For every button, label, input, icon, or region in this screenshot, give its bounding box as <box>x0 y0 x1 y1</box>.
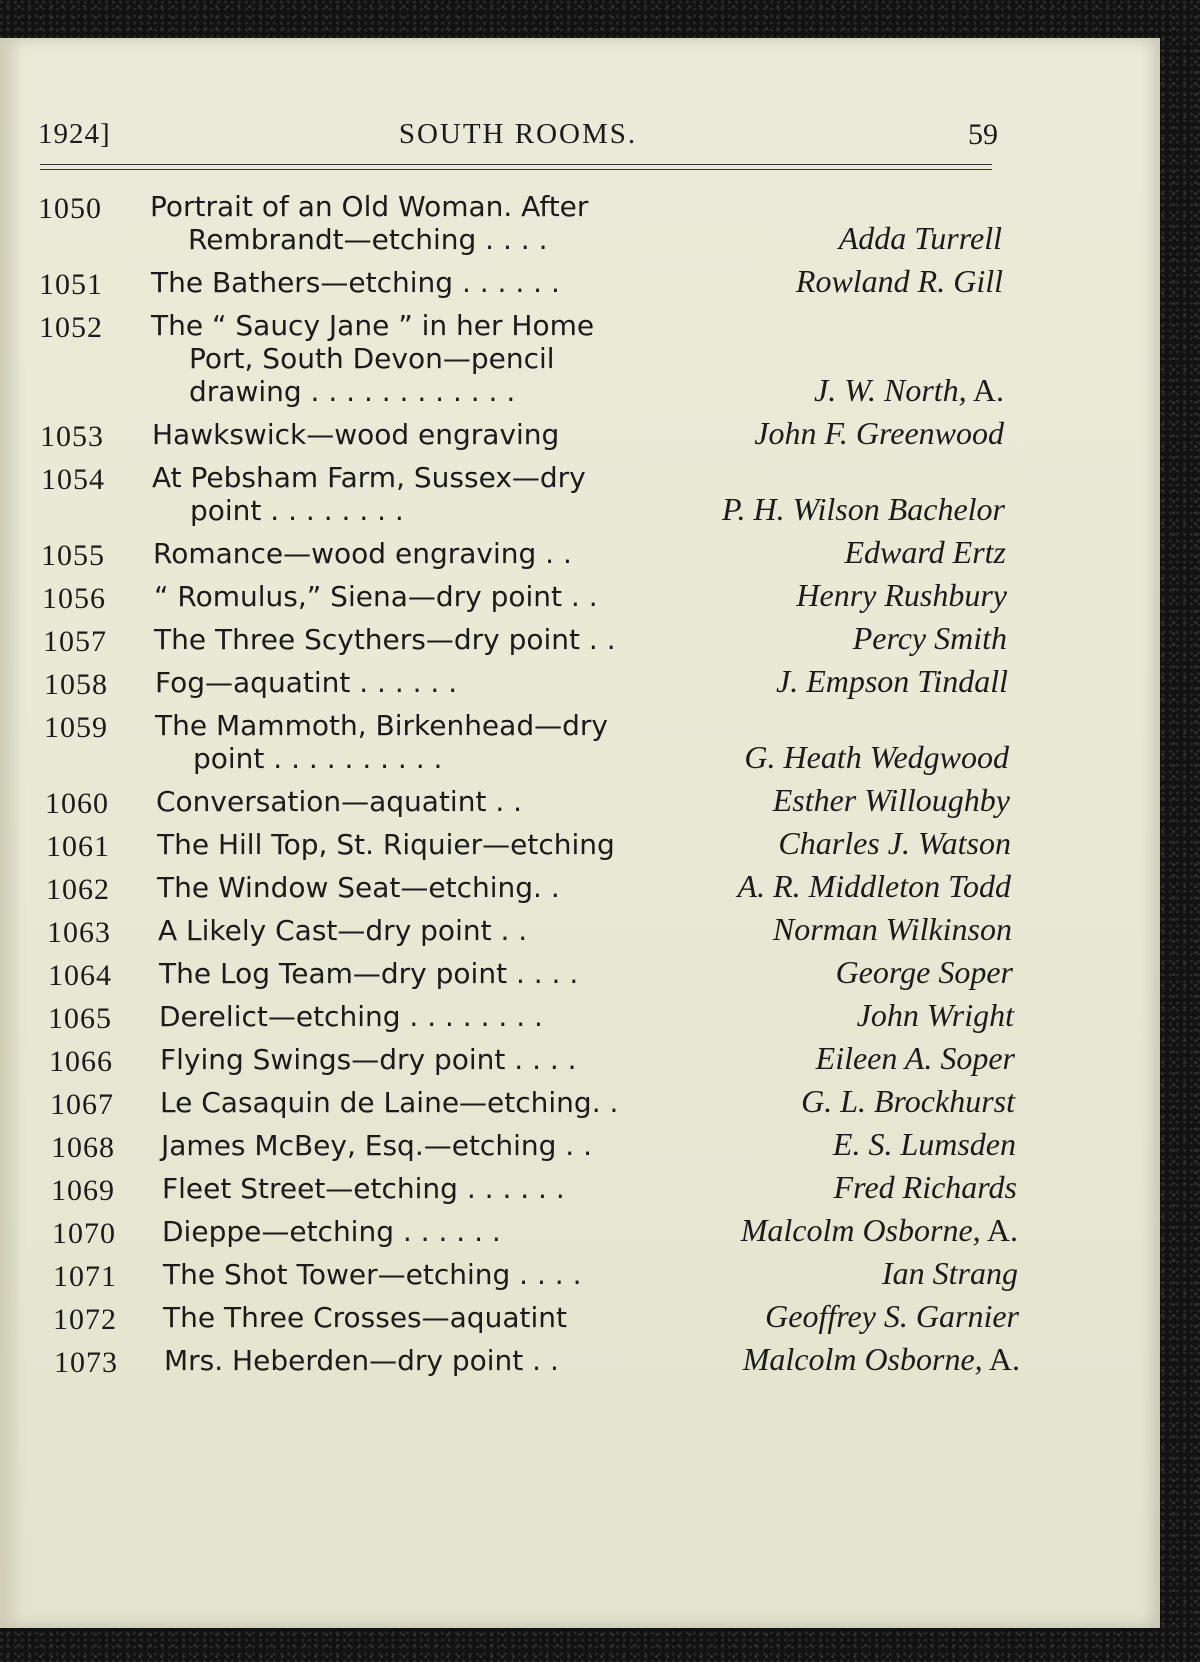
entry-title <box>154 623 1160 656</box>
entry-title-line: The Three Scythers—dry point . . <box>154 623 616 656</box>
entry-title-line: The “ Saucy Jane ” in her Home <box>151 309 595 342</box>
entry-title-continuation: point . . . . . . . . <box>190 494 404 527</box>
entry-title-line: James McBey, Esq.—etching . . <box>161 1129 592 1162</box>
entry-artist <box>765 1300 1019 1333</box>
artist-name: George Soper <box>835 954 1013 990</box>
artist-name: J. W. North, <box>814 372 967 408</box>
artist-name: A. R. Middleton Todd <box>737 868 1011 904</box>
entry-artist <box>857 999 1014 1032</box>
header-year: 1924] <box>38 118 111 150</box>
entry-artist <box>776 665 1008 698</box>
entry-number: 1069 <box>51 1174 115 1207</box>
entry-artist <box>882 1257 1018 1290</box>
entry-artist <box>743 1343 1020 1376</box>
entry-artist <box>778 827 1011 860</box>
catalogue-entry <box>0 868 1160 906</box>
artist-name: Esther Willoughby <box>772 782 1010 818</box>
catalogue-entry <box>0 534 1160 572</box>
entry-number: 1061 <box>46 830 110 863</box>
entry-title-line: Romance—wood engraving . . <box>153 537 572 570</box>
entry-number: 1071 <box>53 1260 117 1293</box>
catalogue-entry <box>0 782 1160 820</box>
entry-number: 1067 <box>50 1088 114 1121</box>
entry-title-line: The Window Seat—etching. . <box>157 871 560 904</box>
catalogue-entry <box>0 1298 1160 1336</box>
catalogue-page <box>0 38 1160 1628</box>
catalogue-entry <box>0 1169 1160 1207</box>
catalogue-entries <box>0 190 1160 1387</box>
entry-artist <box>796 579 1007 612</box>
catalogue-entry <box>0 997 1160 1035</box>
entry-number: 1051 <box>39 268 103 301</box>
entry-number: 1062 <box>46 873 110 906</box>
entry-artist <box>773 784 1010 817</box>
running-head <box>38 118 998 162</box>
entry-title-continuation: Port, South Devon—pencil <box>189 342 555 375</box>
entry-title-line: The Mammoth, Birkenhead—dry <box>155 709 608 742</box>
entry-title-line: Le Casaquin de Laine—etching. . <box>160 1086 619 1119</box>
entry-number: 1059 <box>44 711 108 744</box>
catalogue-entry <box>0 911 1160 949</box>
entry-artist <box>816 1042 1015 1075</box>
artist-name: Rowland R. Gill <box>795 263 1003 299</box>
entry-number: 1054 <box>41 463 105 496</box>
entry-artist <box>801 1085 1015 1118</box>
entry-number: 1052 <box>39 311 103 344</box>
entry-number: 1058 <box>44 668 108 701</box>
entry-number: 1057 <box>43 625 107 658</box>
entry-artist <box>834 1171 1017 1204</box>
entry-title-line: Mrs. Heberden—dry point . . <box>164 1344 559 1377</box>
entry-title-line: The Bathers—etching . . . . . . <box>151 266 560 299</box>
catalogue-entry <box>0 1040 1160 1078</box>
catalogue-entry <box>0 1083 1160 1121</box>
entry-artist <box>836 956 1013 989</box>
entry-title-line: Hawkswick—wood engraving <box>152 418 560 451</box>
page-number: 59 <box>968 118 998 151</box>
artist-name: G. L. Brockhurst <box>801 1083 1015 1119</box>
entry-number: 1056 <box>42 582 106 615</box>
header-rule-bottom <box>40 169 992 170</box>
entry-title-line: The Shot Tower—etching . . . . <box>163 1258 582 1291</box>
entry-artist <box>744 741 1009 774</box>
entry-title-line: The Three Crosses—aquatint <box>163 1301 567 1334</box>
entry-title <box>155 709 1160 775</box>
entry-number: 1066 <box>49 1045 113 1078</box>
artist-name: J. Empson Tindall <box>775 663 1008 699</box>
header-rule-top <box>40 164 992 165</box>
catalogue-entry <box>0 309 1160 408</box>
artist-suffix: A. <box>980 1212 1018 1248</box>
catalogue-entry <box>0 1126 1160 1164</box>
entry-title-line: The Log Team—dry point . . . . <box>159 957 579 990</box>
artist-name: John F. Greenwood <box>754 415 1004 451</box>
catalogue-entry <box>0 577 1160 615</box>
entry-title <box>151 266 1160 299</box>
entry-number: 1068 <box>51 1131 115 1164</box>
artist-suffix: A. <box>966 372 1004 408</box>
entry-title-line: Fleet Street—etching . . . . . . <box>162 1172 565 1205</box>
artist-name: Geoffrey S. Garnier <box>765 1298 1019 1334</box>
catalogue-entry <box>0 620 1160 658</box>
entry-number: 1050 <box>38 192 102 225</box>
entry-title-continuation: point . . . . . . . . . . <box>193 742 443 775</box>
entry-number: 1055 <box>41 539 105 572</box>
entry-artist <box>796 265 1003 298</box>
catalogue-entry <box>0 663 1160 701</box>
entry-title <box>150 190 1160 256</box>
entry-artist <box>814 374 1004 407</box>
entry-number: 1060 <box>45 787 109 820</box>
artist-name: E. S. Lumsden <box>832 1126 1016 1162</box>
catalogue-entry <box>0 709 1160 775</box>
artist-name: Fred Richards <box>833 1169 1017 1205</box>
artist-name: Eileen A. Soper <box>815 1040 1015 1076</box>
artist-name: Percy Smith <box>852 620 1007 656</box>
entry-title-line: A Likely Cast—dry point . . <box>158 914 528 947</box>
entry-title <box>155 666 1160 699</box>
artist-name: Norman Wilkinson <box>772 911 1012 947</box>
artist-name: John Wright <box>856 997 1014 1033</box>
entry-number: 1073 <box>54 1346 118 1379</box>
entry-title-continuation: drawing . . . . . . . . . . . . <box>189 375 516 408</box>
page-title: SOUTH ROOMS. <box>398 118 638 150</box>
entry-title-continuation: Rembrandt—etching . . . . <box>188 223 548 256</box>
entry-title-line: Conversation—aquatint . . <box>156 785 523 818</box>
entry-number: 1072 <box>53 1303 117 1336</box>
entry-title-line: Dieppe—etching . . . . . . <box>162 1215 501 1248</box>
entry-artist <box>839 222 1002 255</box>
artist-name: Edward Ertz <box>844 534 1006 570</box>
artist-name: Ian Strang <box>882 1255 1018 1291</box>
artist-name: Malcolm Osborne, <box>742 1341 983 1377</box>
entry-artist <box>833 1128 1016 1161</box>
entry-title <box>152 418 1160 451</box>
entry-number: 1053 <box>40 420 104 453</box>
catalogue-entry <box>0 954 1160 992</box>
catalogue-entry <box>0 825 1160 863</box>
entry-title-line: Flying Swings—dry point . . . . <box>160 1043 577 1076</box>
entry-title-line: The Hill Top, St. Riquier—etching <box>157 828 615 861</box>
artist-name: G. Heath Wedgwood <box>744 739 1009 775</box>
entry-artist <box>853 622 1007 655</box>
catalogue-entry <box>0 461 1160 527</box>
entry-number: 1065 <box>48 1002 112 1035</box>
catalogue-entry <box>0 415 1160 453</box>
artist-name: Adda Turrell <box>838 220 1002 256</box>
entry-title <box>153 537 1160 570</box>
artist-name: Henry Rushbury <box>796 577 1007 613</box>
entry-title <box>154 580 1160 613</box>
entry-title-line: Derelict—etching . . . . . . . . <box>159 1000 543 1033</box>
catalogue-entry <box>0 1341 1160 1379</box>
entry-artist <box>773 913 1012 946</box>
catalogue-entry <box>0 263 1160 301</box>
artist-suffix: A. <box>982 1341 1020 1377</box>
entry-title-line: “ Romulus,” Siena—dry point . . <box>154 580 598 613</box>
artist-name: Charles J. Watson <box>778 825 1011 861</box>
entry-title <box>151 309 1160 408</box>
entry-artist <box>738 870 1011 903</box>
artist-name: Malcolm Osborne, <box>740 1212 981 1248</box>
entry-title-line: Fog—aquatint . . . . . . <box>155 666 458 699</box>
catalogue-entry <box>0 1255 1160 1293</box>
catalogue-entry <box>0 1212 1160 1250</box>
entry-title-line: At Pebsham Farm, Sussex—dry <box>152 461 586 494</box>
entry-number: 1063 <box>47 916 111 949</box>
entry-title <box>152 461 1160 527</box>
artist-name: P. H. Wilson Bachelor <box>722 491 1005 527</box>
entry-title-line: Portrait of an Old Woman. After <box>150 190 589 223</box>
catalogue-entry <box>0 190 1160 256</box>
entry-artist <box>845 536 1007 569</box>
entry-artist <box>741 1214 1018 1247</box>
entry-number: 1070 <box>52 1217 116 1250</box>
entry-number: 1064 <box>48 959 112 992</box>
entry-artist <box>754 417 1004 450</box>
entry-artist <box>722 493 1005 526</box>
